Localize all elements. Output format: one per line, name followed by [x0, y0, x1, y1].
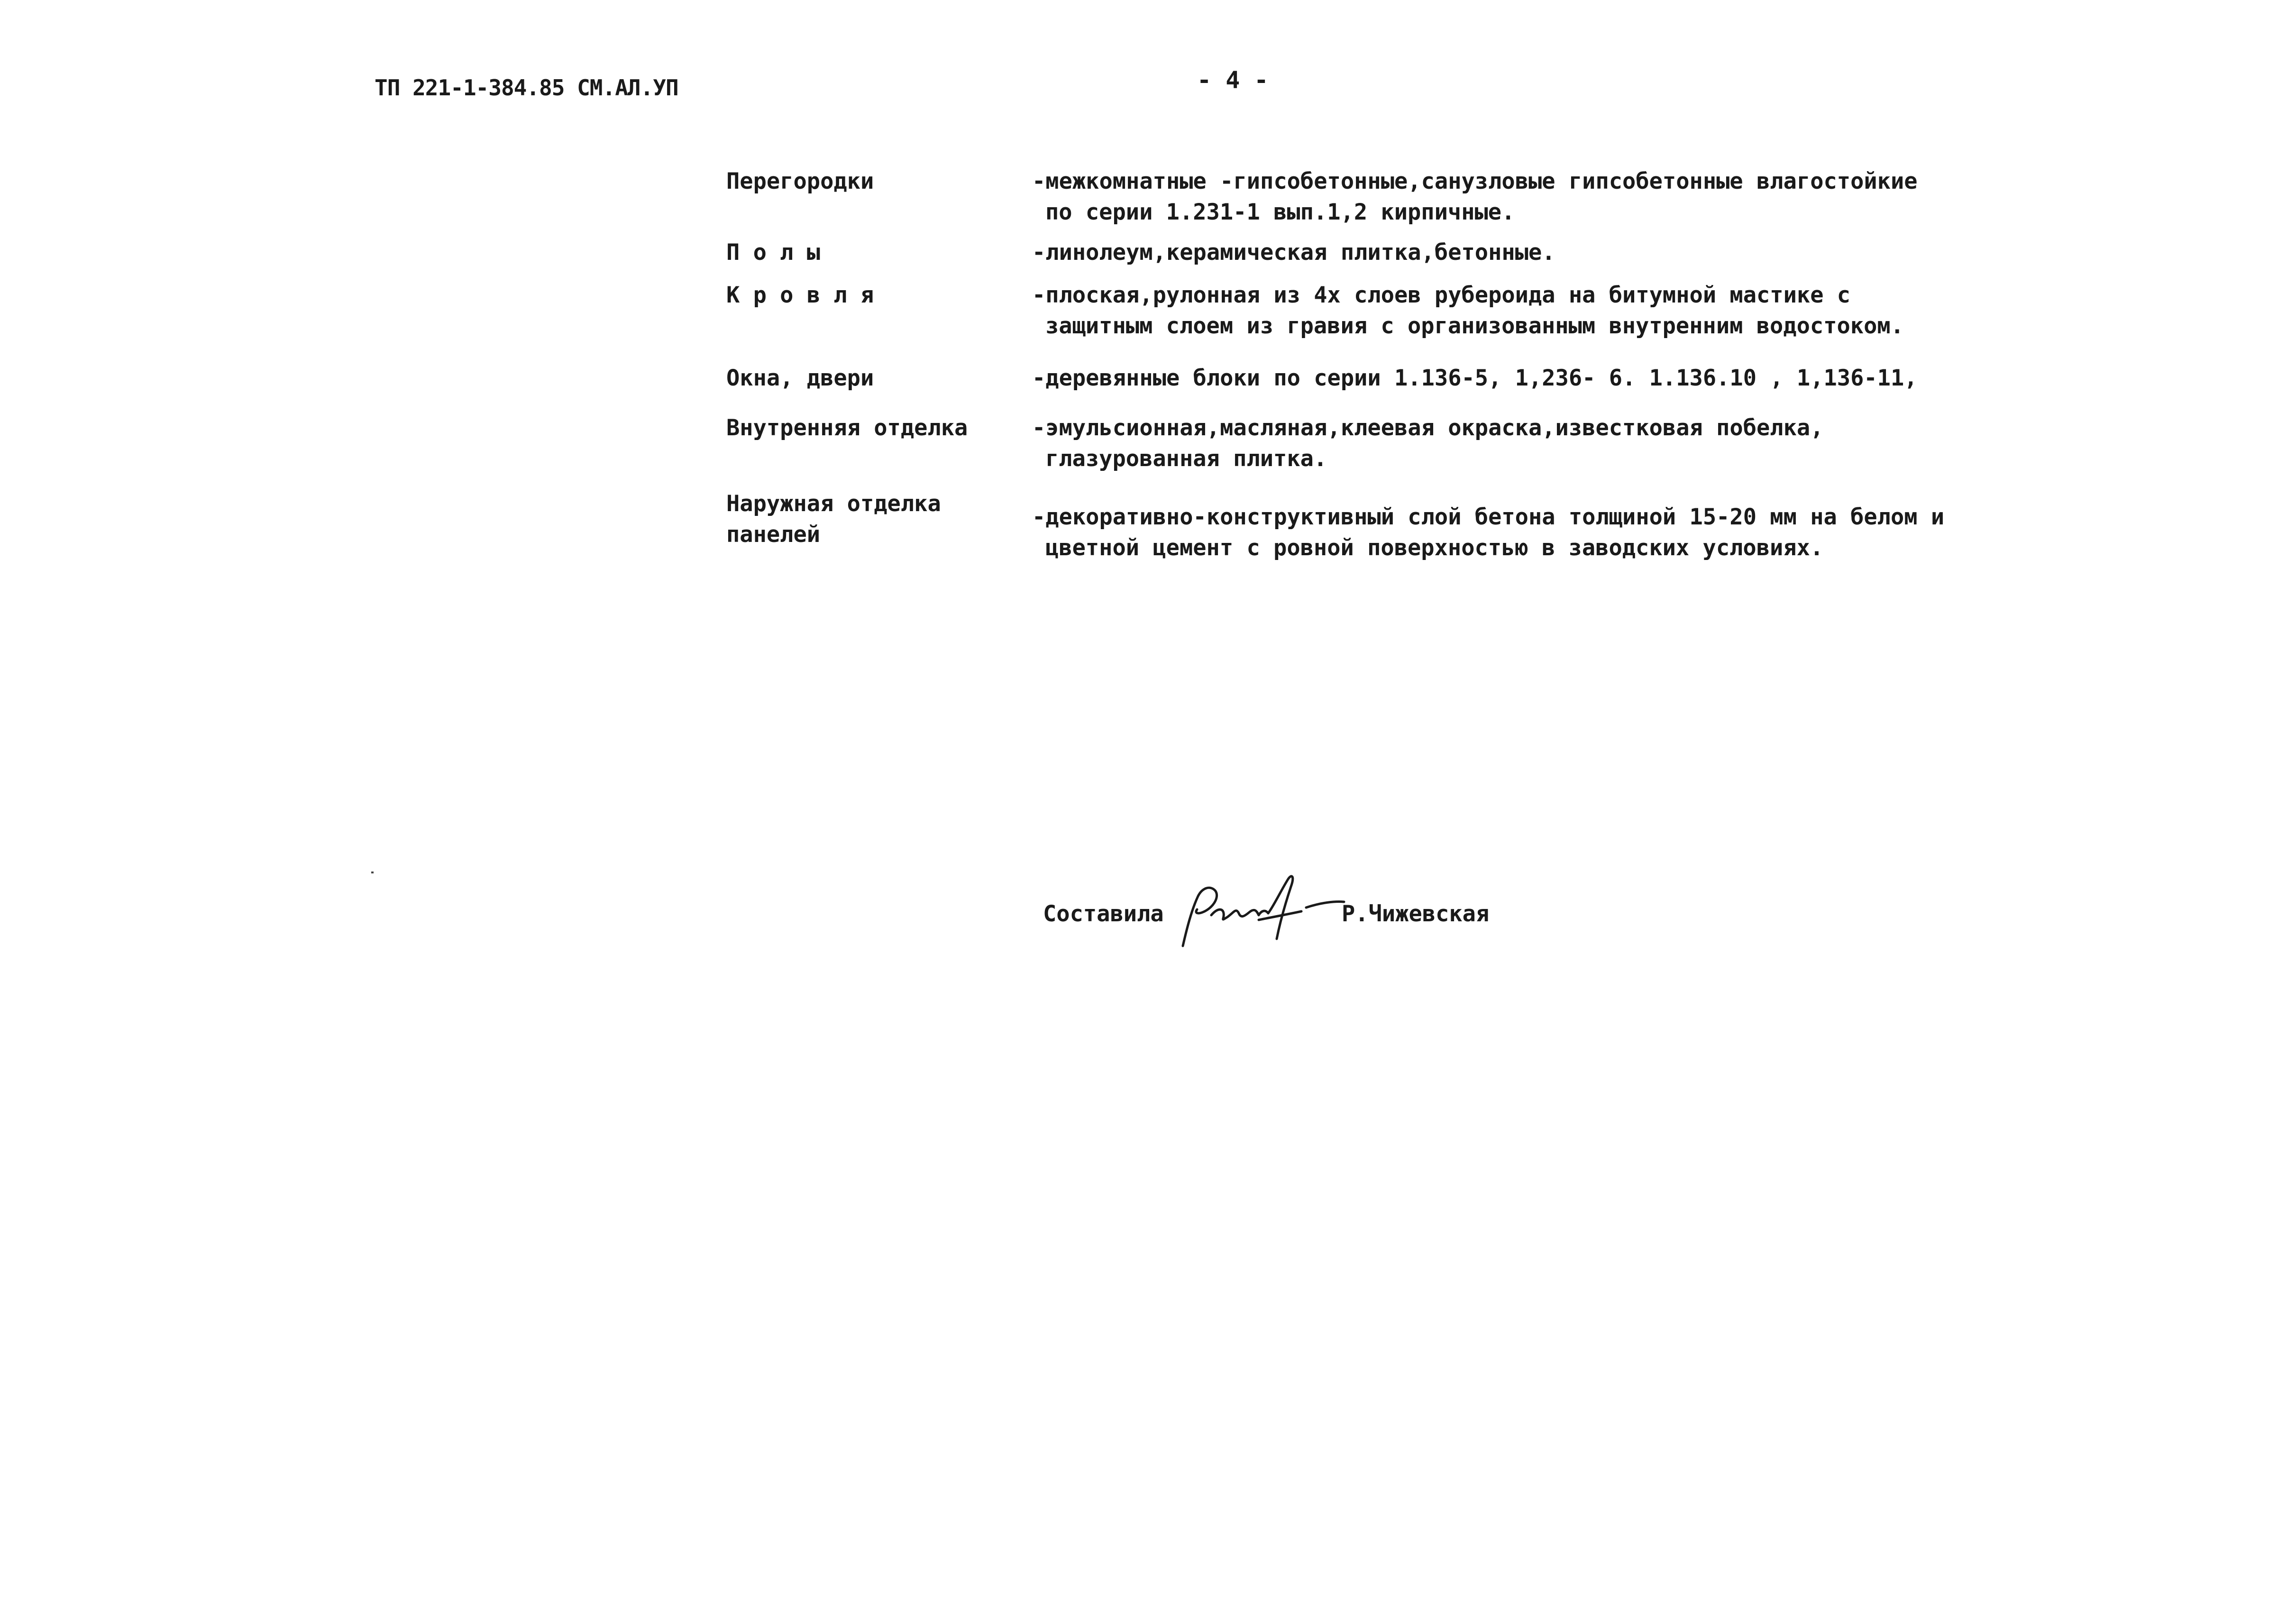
spec-desc-line: глазурованная плитка.: [1045, 446, 1327, 472]
signature-name: Р.Чижевская: [1342, 901, 1490, 927]
spec-description: [1032, 413, 1959, 474]
spec-term: Окна, двери: [726, 365, 874, 391]
spec-row-floors: [726, 237, 1959, 268]
spec-desc-line: -деревянные блоки по серии 1.136-5, 1,236- 6. 1.136.10 , 1,136-11,: [1032, 365, 1918, 391]
spec-term: К р о в л я: [726, 282, 874, 308]
spec-description: [1032, 280, 1959, 341]
spec-description: [1032, 488, 1959, 563]
document-code: ТП 221-1-384.85 СМ.АЛ.УП: [375, 75, 678, 101]
spec-desc-line: -линолеум,керамическая плитка,бетонные.: [1032, 239, 1555, 266]
spec-desc-line: -эмульсионная,масляная,клеевая окраска,известковая побелка,: [1032, 415, 1824, 441]
spec-term: Перегородки: [726, 168, 874, 194]
spec-desc-line: -декоративно-конструктивный слой бетона толщиной 15-20 мм на белом и: [1032, 504, 1945, 530]
specifications-list: [726, 166, 1959, 563]
spec-term: П о л ы: [726, 239, 821, 266]
spec-row-interior-finish: [726, 413, 1959, 474]
spec-row-exterior-finish: [726, 488, 1959, 563]
spec-row-windows-doors: [726, 363, 1959, 394]
signature-label: Составила: [1043, 901, 1164, 927]
spec-term: Внутренняя отделка: [726, 415, 968, 441]
spec-desc-line: -межкомнатные -гипсобетонные,санузловые гипсобетонные влагостойкие: [1032, 168, 1918, 194]
spec-term: Наружная отделка панелей: [726, 491, 941, 548]
spec-row-roof: [726, 280, 1959, 341]
spec-desc-line: по серии 1.231-1 вып.1,2 кирпичные.: [1045, 199, 1515, 225]
spec-desc-line: цветной цемент с ровной поверхностью в заводских условиях.: [1045, 535, 1824, 561]
spec-description: [1032, 166, 1959, 228]
spec-description: [1032, 363, 1959, 394]
spec-row-partitions: [726, 166, 1959, 228]
scan-speck: [371, 872, 374, 873]
page-number: - 4 -: [1197, 66, 1269, 94]
spec-description: [1032, 237, 1959, 268]
signature-block: [1043, 868, 1564, 953]
spec-desc-line: защитным слоем из гравия с организованным внутренним водостоком.: [1045, 313, 1904, 339]
spec-desc-line: -плоская,рулонная из 4х слоев рубероида на битумной мастике с: [1032, 282, 1851, 308]
